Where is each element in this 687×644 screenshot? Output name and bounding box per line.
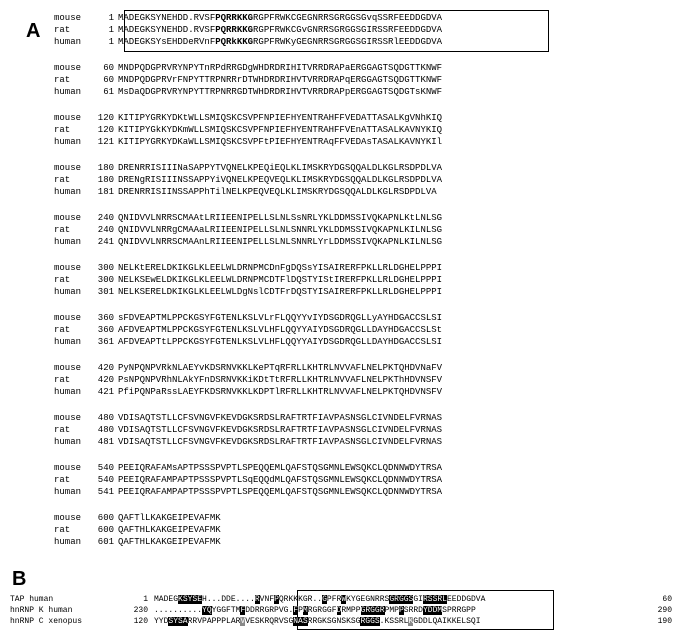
alignment-row	[54, 412, 442, 424]
residue-start-number: 300	[97, 263, 114, 273]
sequence-text: VDISAQTSTLLCFSVNGVFKEVDGKSRDSLRAFTRTFIAVPASNSGLCIVNDELFVRNAS	[118, 425, 443, 435]
species-label: mouse	[54, 413, 82, 423]
alignment-row	[54, 112, 442, 124]
residue-start-number: 360	[97, 325, 114, 335]
alignment-row	[54, 474, 442, 486]
sequence-text: PyNPQNPVRkNLAEYvKDSRNVKKLKePTqRFRLLKHTRLNVVAFLNELPKTQHDVNaFV	[118, 363, 443, 373]
sequence-text: KITIPYGkKYDKmWLLSMIQSKCSVPFNPIEFHYENTRAHFFVEnATTASALKAVNYKIQ	[118, 125, 443, 135]
species-label: human	[54, 487, 82, 497]
sequence-text: AFDVEAPTtLPPCKGSYFGTENLKSLVLHFLQQYYAIYDSGDRQGLLDAYHDGACCSLSI	[118, 337, 443, 347]
residue-start-number: 480	[97, 413, 114, 423]
residue-start-number: 61	[103, 87, 114, 97]
alignment-row	[54, 186, 442, 198]
alignment-row	[54, 224, 442, 236]
residue-start-number: 481	[97, 437, 114, 447]
species-label: mouse	[54, 263, 82, 273]
species-label: rat	[54, 325, 71, 335]
sequence-text: MNDPQDGPRVrFNPYTTRPNRRrDTWHDRDRIHVTVRRDRAPqERGGAGTSQDGTTKNWF	[118, 75, 443, 85]
alignment-row	[54, 362, 442, 374]
alignment-block	[54, 462, 442, 498]
residue-start-number: 1	[143, 595, 148, 604]
residue-start-number: 421	[97, 387, 114, 397]
sequence-text: DRENRRISIIINaSAPPYTVQNELKPEQiEQLKLIMSKRYDGSQQALDLKGLRSDPDLVA	[118, 163, 443, 173]
residue-start-number: 181	[97, 187, 114, 197]
species-label: human	[54, 37, 82, 47]
species-label: human	[54, 87, 82, 97]
residue-start-number: 601	[97, 537, 114, 547]
species-label: mouse	[54, 63, 82, 73]
residue-end-number: 190	[657, 617, 672, 626]
residue-start-number: 120	[133, 617, 148, 626]
alignment-row	[54, 424, 442, 436]
sequence-text: MADEGKSYsEHDDeRVnFPQRkKKGRGPFRWKyGEGNRRSGRGGSGIRSSRlEEDDGDVA	[118, 37, 443, 47]
protein-label: TAP human	[10, 595, 54, 604]
sequence-text: MADEGKSYNEHDD.RVSFPQRRKKGRGPFRWKCGvGNRRSGRGGSGIRSSRFEEDDGDVA	[118, 25, 443, 35]
sequence-text: PsNPQNPVRhNLAkYFnDSRNVKKiKDtTtRFRLLKHTRLNVVAFLNELPKThHDVNSFV	[118, 375, 443, 385]
panel-a-label: A	[26, 20, 41, 42]
alignment-block	[54, 312, 442, 348]
sequence-text: VDISAQTSTLLCFSVNGVFKEVDGKSRDSLRAFTRTFIAVPASNSGLCIVNDELFVRNAS	[118, 413, 443, 423]
species-label: rat	[54, 375, 71, 385]
alignment-row	[54, 374, 442, 386]
alignment-row	[54, 36, 442, 48]
sequence-text: PEEIQRAFAMPAPTPSSSPVPTLSqEQQdMLQAFSTQSGMNLEWSQKCLQDNNWDYTRSA	[118, 475, 443, 485]
species-label: rat	[54, 75, 71, 85]
species-label: rat	[54, 125, 71, 135]
sequence-text: PfiPQNPaRssLAEYFKDSRNVKKLKDPTlRFRLLKHTRLNVVAFLNELPKTQHDVNSFV	[118, 387, 443, 397]
residue-start-number: 241	[97, 237, 114, 247]
alignment-row-b	[10, 594, 672, 605]
alignment-row	[54, 512, 442, 524]
residue-start-number: 540	[97, 475, 114, 485]
alignment-row	[54, 74, 442, 86]
alignment-block	[54, 12, 442, 48]
residue-start-number: 480	[97, 425, 114, 435]
alignment-block	[54, 112, 442, 148]
alignment-row	[54, 124, 442, 136]
alignment-row	[54, 86, 442, 98]
species-label: mouse	[54, 163, 82, 173]
residue-start-number: 420	[97, 363, 114, 373]
species-label: rat	[54, 175, 71, 185]
sequence-text: NELKSERELDKIKGLKLEELWLDgNslCDTFrDQSTYISAIRERFPKLLRLDGHELPPPI	[118, 287, 443, 297]
panel-a-alignment	[54, 12, 442, 562]
species-label: mouse	[54, 313, 82, 323]
alignment-block	[54, 262, 442, 298]
residue-start-number: 1	[108, 37, 114, 47]
species-label: mouse	[54, 113, 82, 123]
species-label: mouse	[54, 513, 82, 523]
species-label: human	[54, 137, 82, 147]
sequence-text: VDISAQTSTLLCFSVNGVFKEVDGKSRDSLRAFTRTFIAVPASNSGLCIVNDELFVRNAS	[118, 437, 443, 447]
sequence-text: MNDPQDGPRVRYNPYTnRPdRRGDgWHDRDRIHITVRRDRAPaERGGAGTSQDGTTKNWF	[118, 63, 443, 73]
species-label: mouse	[54, 13, 82, 23]
alignment-row	[54, 436, 442, 448]
alignment-row	[54, 24, 442, 36]
alignment-block	[54, 512, 442, 548]
sequence-text: NELKtERELDKIKGLKLEELWLDRNPMCDnFgDQSsYISAIRERFPKLLRLDGHELPPPI	[118, 263, 443, 273]
alignment-row	[54, 236, 442, 248]
alignment-row	[54, 12, 442, 24]
residue-start-number: 361	[97, 337, 114, 347]
alignment-row	[54, 336, 442, 348]
residue-start-number: 180	[97, 175, 114, 185]
sequence-text: QNIDVVLNRRgCMAAaLRIIEENIPELLSLNLSNNRLYKLDDMSSIVQKAPNLKILNLSG	[118, 225, 443, 235]
sequence-text: QNIDVVLNRRSCMAAtLRIIEENIPELLSLNLSsNRLYKLDDMSSIVQKAPNLKtLNLSG	[118, 213, 443, 223]
species-label: human	[54, 537, 82, 547]
residue-start-number: 60	[103, 75, 114, 85]
residue-start-number: 230	[133, 606, 148, 615]
alignment-row	[54, 136, 442, 148]
alignment-row	[54, 286, 442, 298]
residue-start-number: 1	[108, 25, 114, 35]
species-label: mouse	[54, 213, 82, 223]
residue-start-number: 1	[108, 13, 114, 23]
sequence-text: AFDVEAPTMLPPCKGSYFGTENLKSLVLHFLQQYYAIYDSGDRQGLLDAYHDGACCSLSt	[118, 325, 443, 335]
residue-start-number: 120	[97, 125, 114, 135]
residue-start-number: 360	[97, 313, 114, 323]
species-label: rat	[54, 475, 71, 485]
alignment-row	[54, 174, 442, 186]
sequence-text: PEEIQRAFAMPAPTPSSSPVPTLSPEQQEMLQAFSTQSGMNLEWSQKCLQDNNWDYTRSA	[118, 487, 443, 497]
sequence-text: ..........YQYGGFTMFDDRRGRPVG.FPMRGRGGFDRMPPGRGGRPMPPSRRDYDDMSPRRGPP	[154, 606, 476, 615]
species-label: human	[54, 287, 82, 297]
sequence-text: DRENgRISIIINSSAPPYiVQNELKPEQVEQLKLIMSKRYDGSQQALDLKGLRSDPDLVA	[118, 175, 443, 185]
residue-start-number: 541	[97, 487, 114, 497]
sequence-text: NELKSEwELDKIKGLKLEELWLDRNPMCDTFlDQSTYIStIRERFPKLLRLDGHELPPPI	[118, 275, 443, 285]
species-label: human	[54, 437, 82, 447]
residue-start-number: 121	[97, 137, 114, 147]
panel-b-label: B	[12, 568, 27, 590]
alignment-block	[54, 412, 442, 448]
species-label: human	[54, 387, 82, 397]
residue-start-number: 60	[103, 63, 114, 73]
species-label: rat	[54, 425, 71, 435]
species-label: human	[54, 337, 82, 347]
sequence-text: MADEGKSYSEH...DDE....RVNFPQRKKKGR..GPFRWKYGEGNRRSGRGGSGIRSSRLEEDDGDVA	[154, 595, 486, 604]
sequence-text: KITIPYGRKYDKaWLLSMIQSKCSVPFtPIEFHYENTRAqFFVEDAsTASALKAVNYKIl	[118, 137, 443, 147]
alignment-row	[54, 462, 442, 474]
species-label: human	[54, 237, 82, 247]
alignment-block	[54, 362, 442, 398]
panel-b-alignment	[10, 594, 672, 627]
sequence-text: PEEIQRAFAMsAPTPSSSPVPTLSPEQQEMLQAFSTQSGMNLEWSQKCLQDNNWDYTRSA	[118, 463, 443, 473]
residue-start-number: 300	[97, 275, 114, 285]
sequence-text: DRENRRISIINSSAPPhTilNELKPEQVEQLKLIMSKRYDGSQQALDLKGLRSDPDLVA	[118, 187, 437, 197]
sequence-text: QAFTHLKAKGEIPEVAFMK	[118, 537, 221, 547]
species-label: human	[54, 187, 82, 197]
alignment-row	[54, 162, 442, 174]
alignment-row-b	[10, 605, 672, 616]
alignment-block	[54, 212, 442, 248]
residue-end-number: 60	[662, 595, 672, 604]
alignment-row	[54, 536, 442, 548]
residue-start-number: 600	[97, 525, 114, 535]
alignment-row	[54, 386, 442, 398]
sequence-text: sFDVEAPTMLPPCKGSYFGTENLKSLVLrFLQQYYvIYDSGDRQGLLyAYHDGACCSLSI	[118, 313, 443, 323]
residue-start-number: 540	[97, 463, 114, 473]
species-label: rat	[54, 225, 71, 235]
alignment-row	[54, 324, 442, 336]
residue-start-number: 180	[97, 163, 114, 173]
protein-label: hnRNP K human	[10, 606, 73, 615]
residue-start-number: 240	[97, 225, 114, 235]
sequence-text: QAFTlLKAKGEIPEVAFMK	[118, 513, 221, 523]
sequence-text: KITIPYGRKYDKtWLLSMIQSKCSVPFNPIEFHYENTRAHFFVEDATTASALKgVNhKIQ	[118, 113, 443, 123]
alignment-row	[54, 62, 442, 74]
species-label: mouse	[54, 363, 82, 373]
residue-start-number: 240	[97, 213, 114, 223]
species-label: rat	[54, 275, 71, 285]
sequence-text: QNIDVVLNRRSCMAAnLRIIEENIPELLSLNLSNNRLYrLDDMSSIVQKAPNLKILNLSG	[118, 237, 443, 247]
alignment-row	[54, 212, 442, 224]
protein-label: hnRNP C xenopus	[10, 617, 83, 626]
alignment-row	[54, 486, 442, 498]
alignment-block	[54, 162, 442, 198]
species-label: rat	[54, 525, 71, 535]
residue-start-number: 600	[97, 513, 114, 523]
sequence-text: YYDSYSARRVPAPPPLARVVESKRQRVSGNASRRGKSGNSKSGRGGS.KSSRLKGDDLQAIKKELSQI	[154, 617, 481, 626]
species-label: mouse	[54, 463, 82, 473]
alignment-block	[54, 62, 442, 98]
alignment-row	[54, 262, 442, 274]
alignment-row-b	[10, 616, 672, 627]
alignment-row	[54, 524, 442, 536]
residue-start-number: 420	[97, 375, 114, 385]
residue-start-number: 301	[97, 287, 114, 297]
residue-end-number: 290	[657, 606, 672, 615]
sequence-text: QAFTHLKAKGEIPEVAFMK	[118, 525, 221, 535]
species-label: rat	[54, 25, 71, 35]
sequence-text: MADEGKSYNEHDD.RVSFPQRRKKGRGPFRWKCGEGNRRSGRGGSGvqSSRFEEDDGDVA	[118, 13, 443, 23]
residue-start-number: 120	[97, 113, 114, 123]
sequence-text: MsDaQDGPRVRYNPYTTRPNRRGDTWHDRDRIHVTVRRDRAPpERGGAGTSQDGTsKNWF	[118, 87, 443, 97]
alignment-row	[54, 312, 442, 324]
alignment-row	[54, 274, 442, 286]
